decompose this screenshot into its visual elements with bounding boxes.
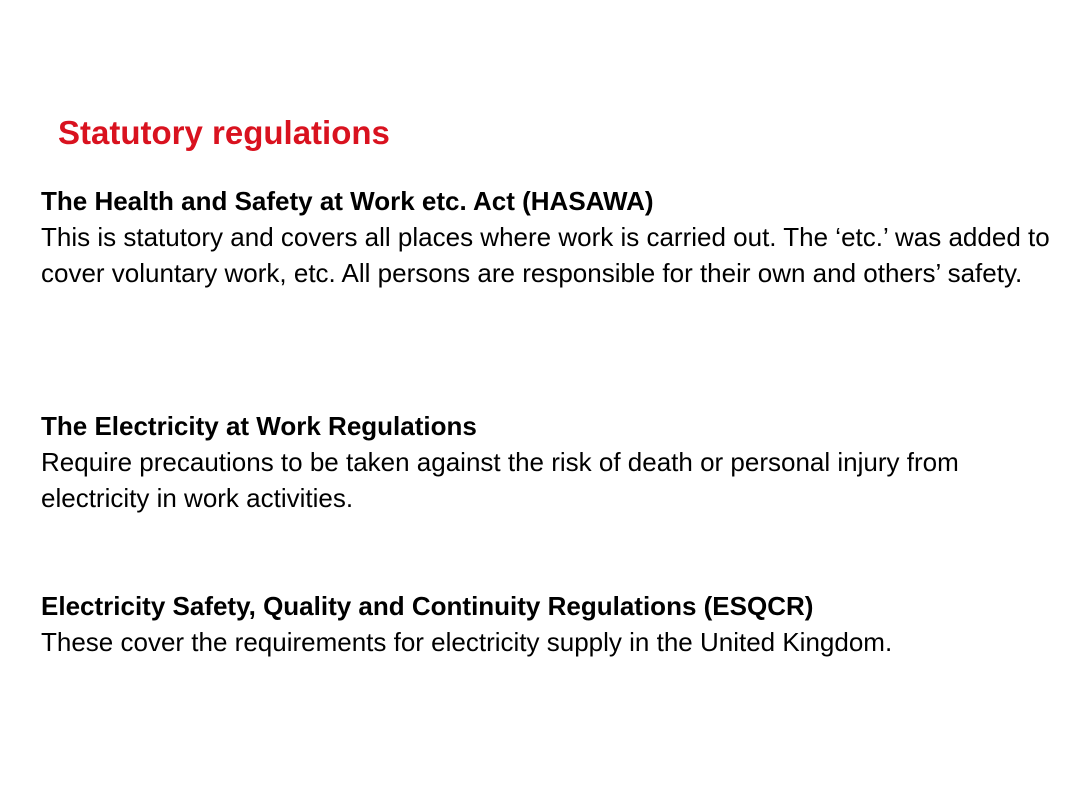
slide-title: Statutory regulations [58, 114, 390, 151]
section-body: This is statutory and covers all places where work is carried out. The ‘etc.’ was added to cover voluntary work, etc. All persons are responsible for their own and others’ safety. [41, 222, 1050, 288]
section-body: These cover the requirements for electricity supply in the United Kingdom. [41, 627, 893, 657]
section-hasawa [41, 183, 1051, 291]
section-heading: Electricity Safety, Quality and Continuity Regulations (ESQCR) [41, 591, 814, 621]
section-esqcr [41, 588, 1051, 660]
section-body: Require precautions to be taken against the risk of death or personal injury from electricity in work activities. [41, 447, 959, 513]
section-electricity-at-work [41, 408, 1051, 516]
section-heading: The Health and Safety at Work etc. Act (HASAWA) [41, 186, 654, 216]
section-heading: The Electricity at Work Regulations [41, 411, 477, 441]
